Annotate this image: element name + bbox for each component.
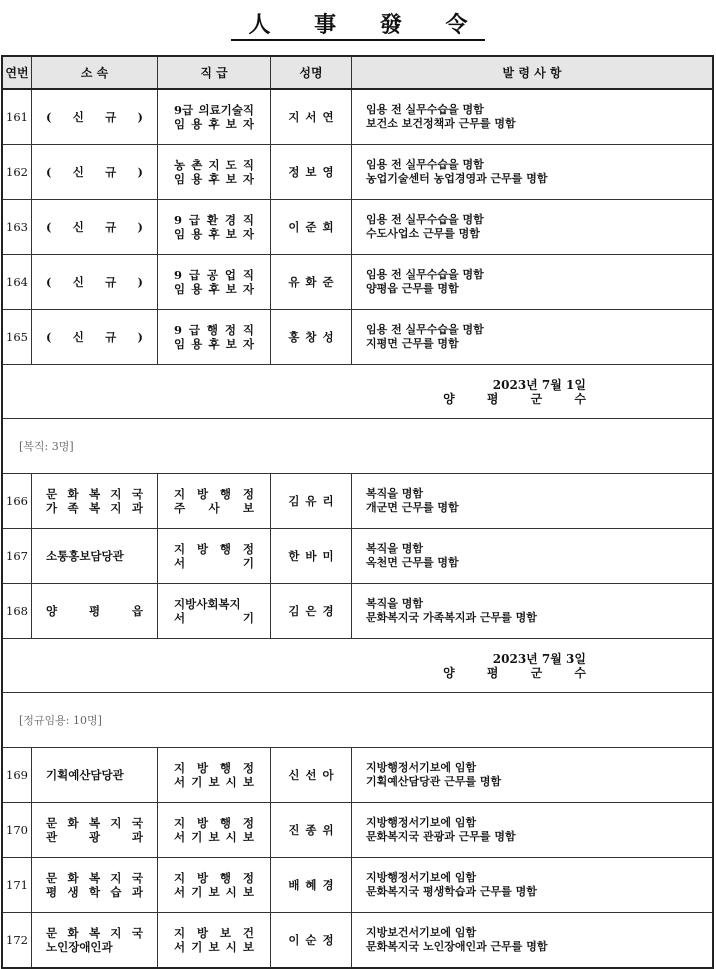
action-cell [352,200,714,255]
department-lines [32,604,157,618]
action-line: 복직을 명함 [366,597,423,610]
action-cell [352,310,714,365]
name-cell [271,913,352,969]
table-row [2,145,713,200]
person-name: 신선아 [288,768,340,782]
order-date: 2023년 7월 1일 [492,377,586,392]
action-line: 임용 전 실무수습을 명함 [366,158,484,171]
department-line: 문 화 복 지 국 [46,816,143,830]
department-line: 소통홍보담당관 [46,549,124,563]
person-name: 배혜경 [288,878,340,892]
grade-lines [158,158,270,186]
department-lines [32,816,157,844]
grade-line: 임 용 후 보 자 [174,172,254,186]
header-dept: 소 속 [32,56,158,89]
action-line: 개군면 근무를 명함 [366,501,459,514]
grade-cell [158,145,271,200]
grade-line: 지 방 행 정 [174,487,254,501]
department-lines [32,110,157,124]
department-lines [32,768,157,782]
table-row [2,913,713,969]
name-cell [271,529,352,584]
name-cell [271,145,352,200]
action-line: 보건소 보건정책과 근무를 명함 [366,117,516,130]
personnel-order-table [1,55,714,969]
action-line: 임용 전 실무수습을 명함 [366,323,484,336]
name-cell [271,748,352,803]
action-line: 문화복지국 노인장애인과 근무를 명함 [366,940,548,953]
row-number: 169 [2,748,32,803]
department-line: 평 생 학 습 과 [46,885,143,899]
date-signature-cell [2,365,713,419]
department-lines [32,220,157,234]
section-row [2,693,713,748]
grade-line: 9 급 행 정 직 [174,323,254,337]
name-cell [271,89,352,145]
grade-line: 농 촌 지 도 직 [174,158,254,172]
grade-line: 서 기 보 시 보 [174,830,254,844]
department-line: ( 신 규 ) [46,330,143,344]
action-line: 문화복지국 관광과 근무를 명함 [366,830,516,843]
department-line: ( 신 규 ) [46,220,143,234]
person-name: 한바미 [288,549,340,563]
name-cell [271,474,352,529]
grade-lines [158,268,270,296]
action-cell [352,255,714,310]
table-row [2,529,713,584]
person-name: 홍창성 [288,330,340,344]
table-row [2,200,713,255]
row-number: 165 [2,310,32,365]
grade-line: 지 방 행 정 [174,761,254,775]
grade-line: 지 방 행 정 [174,542,254,556]
table-row [2,310,713,365]
action-line: 문화복지국 가족복지과 근무를 명함 [366,611,537,624]
date-signature-block [3,652,712,680]
grade-lines [158,487,270,515]
department-line: 기획예산담당관 [46,768,124,782]
section-label: [정규임용: 10명] [19,713,102,727]
department-line: 노인장애인과 [46,940,113,954]
person-name: 유화준 [288,275,340,289]
action-cell [352,858,714,913]
person-name: 김은경 [288,604,340,618]
date-signature-row [2,365,713,419]
person-name: 진종위 [288,823,340,837]
date-signature-block [3,378,712,406]
date-signature-row [2,639,713,693]
row-number: 170 [2,803,32,858]
row-number: 164 [2,255,32,310]
action-line: 임용 전 실무수습을 명함 [366,213,484,226]
department-cell [32,200,158,255]
grade-cell [158,858,271,913]
grade-cell [158,803,271,858]
department-lines [32,549,157,563]
grade-line: 9 급 공 업 직 [174,268,254,282]
action-cell [352,584,714,639]
grade-line: 서 기 보 시 보 [174,940,254,954]
grade-lines [158,761,270,789]
signer-title: 양 평 군 수 [443,665,600,680]
person-name: 정보영 [288,165,340,179]
grade-lines [158,213,270,241]
department-lines [32,165,157,179]
department-line: 문 화 복 지 국 [46,926,143,940]
department-cell [32,474,158,529]
grade-line: 임 용 후 보 자 [174,227,254,241]
table-row [2,474,713,529]
action-line: 복직을 명함 [366,487,423,500]
grade-line: 지방사회복지 [174,597,241,611]
row-number: 171 [2,858,32,913]
grade-line: 임 용 후 보 자 [174,117,254,131]
action-cell [352,803,714,858]
table-row [2,89,713,145]
grade-lines [158,542,270,570]
department-lines [32,275,157,289]
department-lines [32,871,157,899]
action-line: 지방행정서기보에 임함 [366,816,477,829]
department-line: 가 족 복 지 과 [46,501,143,515]
person-name: 지서연 [288,110,340,124]
department-cell [32,803,158,858]
department-lines [32,330,157,344]
signer-title: 양 평 군 수 [443,391,600,406]
department-line: 양 평 읍 [46,604,143,618]
action-cell [352,748,714,803]
document-title: 人 事 發 令 [0,8,716,39]
person-name: 이순정 [288,933,340,947]
table-row [2,803,713,858]
grade-lines [158,926,270,954]
department-line: 문 화 복 지 국 [46,487,143,501]
action-line: 수도사업소 근무를 명함 [366,227,480,240]
department-cell [32,748,158,803]
action-line: 농업기술센터 농업경영과 근무를 명함 [366,172,548,185]
table-row [2,584,713,639]
row-number: 167 [2,529,32,584]
department-line: ( 신 규 ) [46,165,143,179]
grade-cell [158,529,271,584]
row-number: 172 [2,913,32,969]
name-cell [271,310,352,365]
table-header-row [2,56,713,89]
action-line: 지평면 근무를 명함 [366,337,459,350]
grade-line: 주 사 보 [174,501,254,515]
grade-lines [158,871,270,899]
row-number: 162 [2,145,32,200]
grade-cell [158,913,271,969]
department-cell [32,89,158,145]
name-cell [271,584,352,639]
action-line: 기획예산담당관 근무를 명함 [366,775,502,788]
department-cell [32,310,158,365]
department-cell [32,858,158,913]
grade-cell [158,474,271,529]
grade-lines [158,103,270,131]
grade-lines [158,597,270,625]
order-date: 2023년 7월 3일 [492,651,586,666]
action-line: 임용 전 실무수습을 명함 [366,103,484,116]
section-cell [2,419,713,474]
department-cell [32,255,158,310]
header-no: 연번 [2,56,32,89]
department-cell [32,913,158,969]
grade-cell [158,200,271,255]
department-line: ( 신 규 ) [46,110,143,124]
table-row [2,748,713,803]
header-grade: 직 급 [158,56,271,89]
grade-line: 지 방 행 정 [174,816,254,830]
grade-line: 지 방 보 건 [174,926,254,940]
action-cell [352,529,714,584]
action-cell [352,913,714,969]
grade-cell [158,310,271,365]
header-name: 성명 [271,56,352,89]
grade-cell [158,748,271,803]
department-line: ( 신 규 ) [46,275,143,289]
name-cell [271,803,352,858]
name-cell [271,858,352,913]
header-action: 발 령 사 항 [352,56,714,89]
person-name: 김유리 [288,494,340,508]
department-lines [32,487,157,515]
action-cell [352,145,714,200]
grade-line: 서 기 [174,556,254,570]
grade-line: 지 방 행 정 [174,871,254,885]
row-number: 161 [2,89,32,145]
person-name: 이준희 [288,220,340,234]
action-line: 양평읍 근무를 명함 [366,282,459,295]
action-line: 지방행정서기보에 임함 [366,871,477,884]
grade-line: 9급 의료기술직 [174,103,254,117]
table-row [2,858,713,913]
grade-line: 9 급 환 경 직 [174,213,254,227]
row-number: 166 [2,474,32,529]
grade-cell [158,584,271,639]
grade-line: 서 기 보 시 보 [174,775,254,789]
section-row [2,419,713,474]
grade-cell [158,255,271,310]
department-cell [32,529,158,584]
department-lines [32,926,157,954]
name-cell [271,200,352,255]
grade-line: 서 기 보 시 보 [174,885,254,899]
action-line: 지방행정서기보에 임함 [366,761,477,774]
grade-line: 서 기 [174,611,254,625]
section-cell [2,693,713,748]
row-number: 163 [2,200,32,255]
action-line: 문화복지국 평생학습과 근무를 명함 [366,885,537,898]
action-cell [352,474,714,529]
department-cell [32,584,158,639]
grade-line: 임 용 후 보 자 [174,337,254,351]
department-line: 문 화 복 지 국 [46,871,143,885]
action-line: 옥천면 근무를 명함 [366,556,459,569]
action-line: 복직을 명함 [366,542,423,555]
grade-lines [158,323,270,351]
row-number: 168 [2,584,32,639]
action-cell [352,89,714,145]
name-cell [271,255,352,310]
date-signature-cell [2,639,713,693]
grade-cell [158,89,271,145]
table-body [2,89,713,968]
action-line: 임용 전 실무수습을 명함 [366,268,484,281]
department-line: 관 광 과 [46,830,143,844]
grade-line: 임 용 후 보 자 [174,282,254,296]
action-line: 지방보건서기보에 임함 [366,926,477,939]
table-row [2,255,713,310]
section-label: [복직: 3명] [19,439,74,453]
department-cell [32,145,158,200]
grade-lines [158,816,270,844]
